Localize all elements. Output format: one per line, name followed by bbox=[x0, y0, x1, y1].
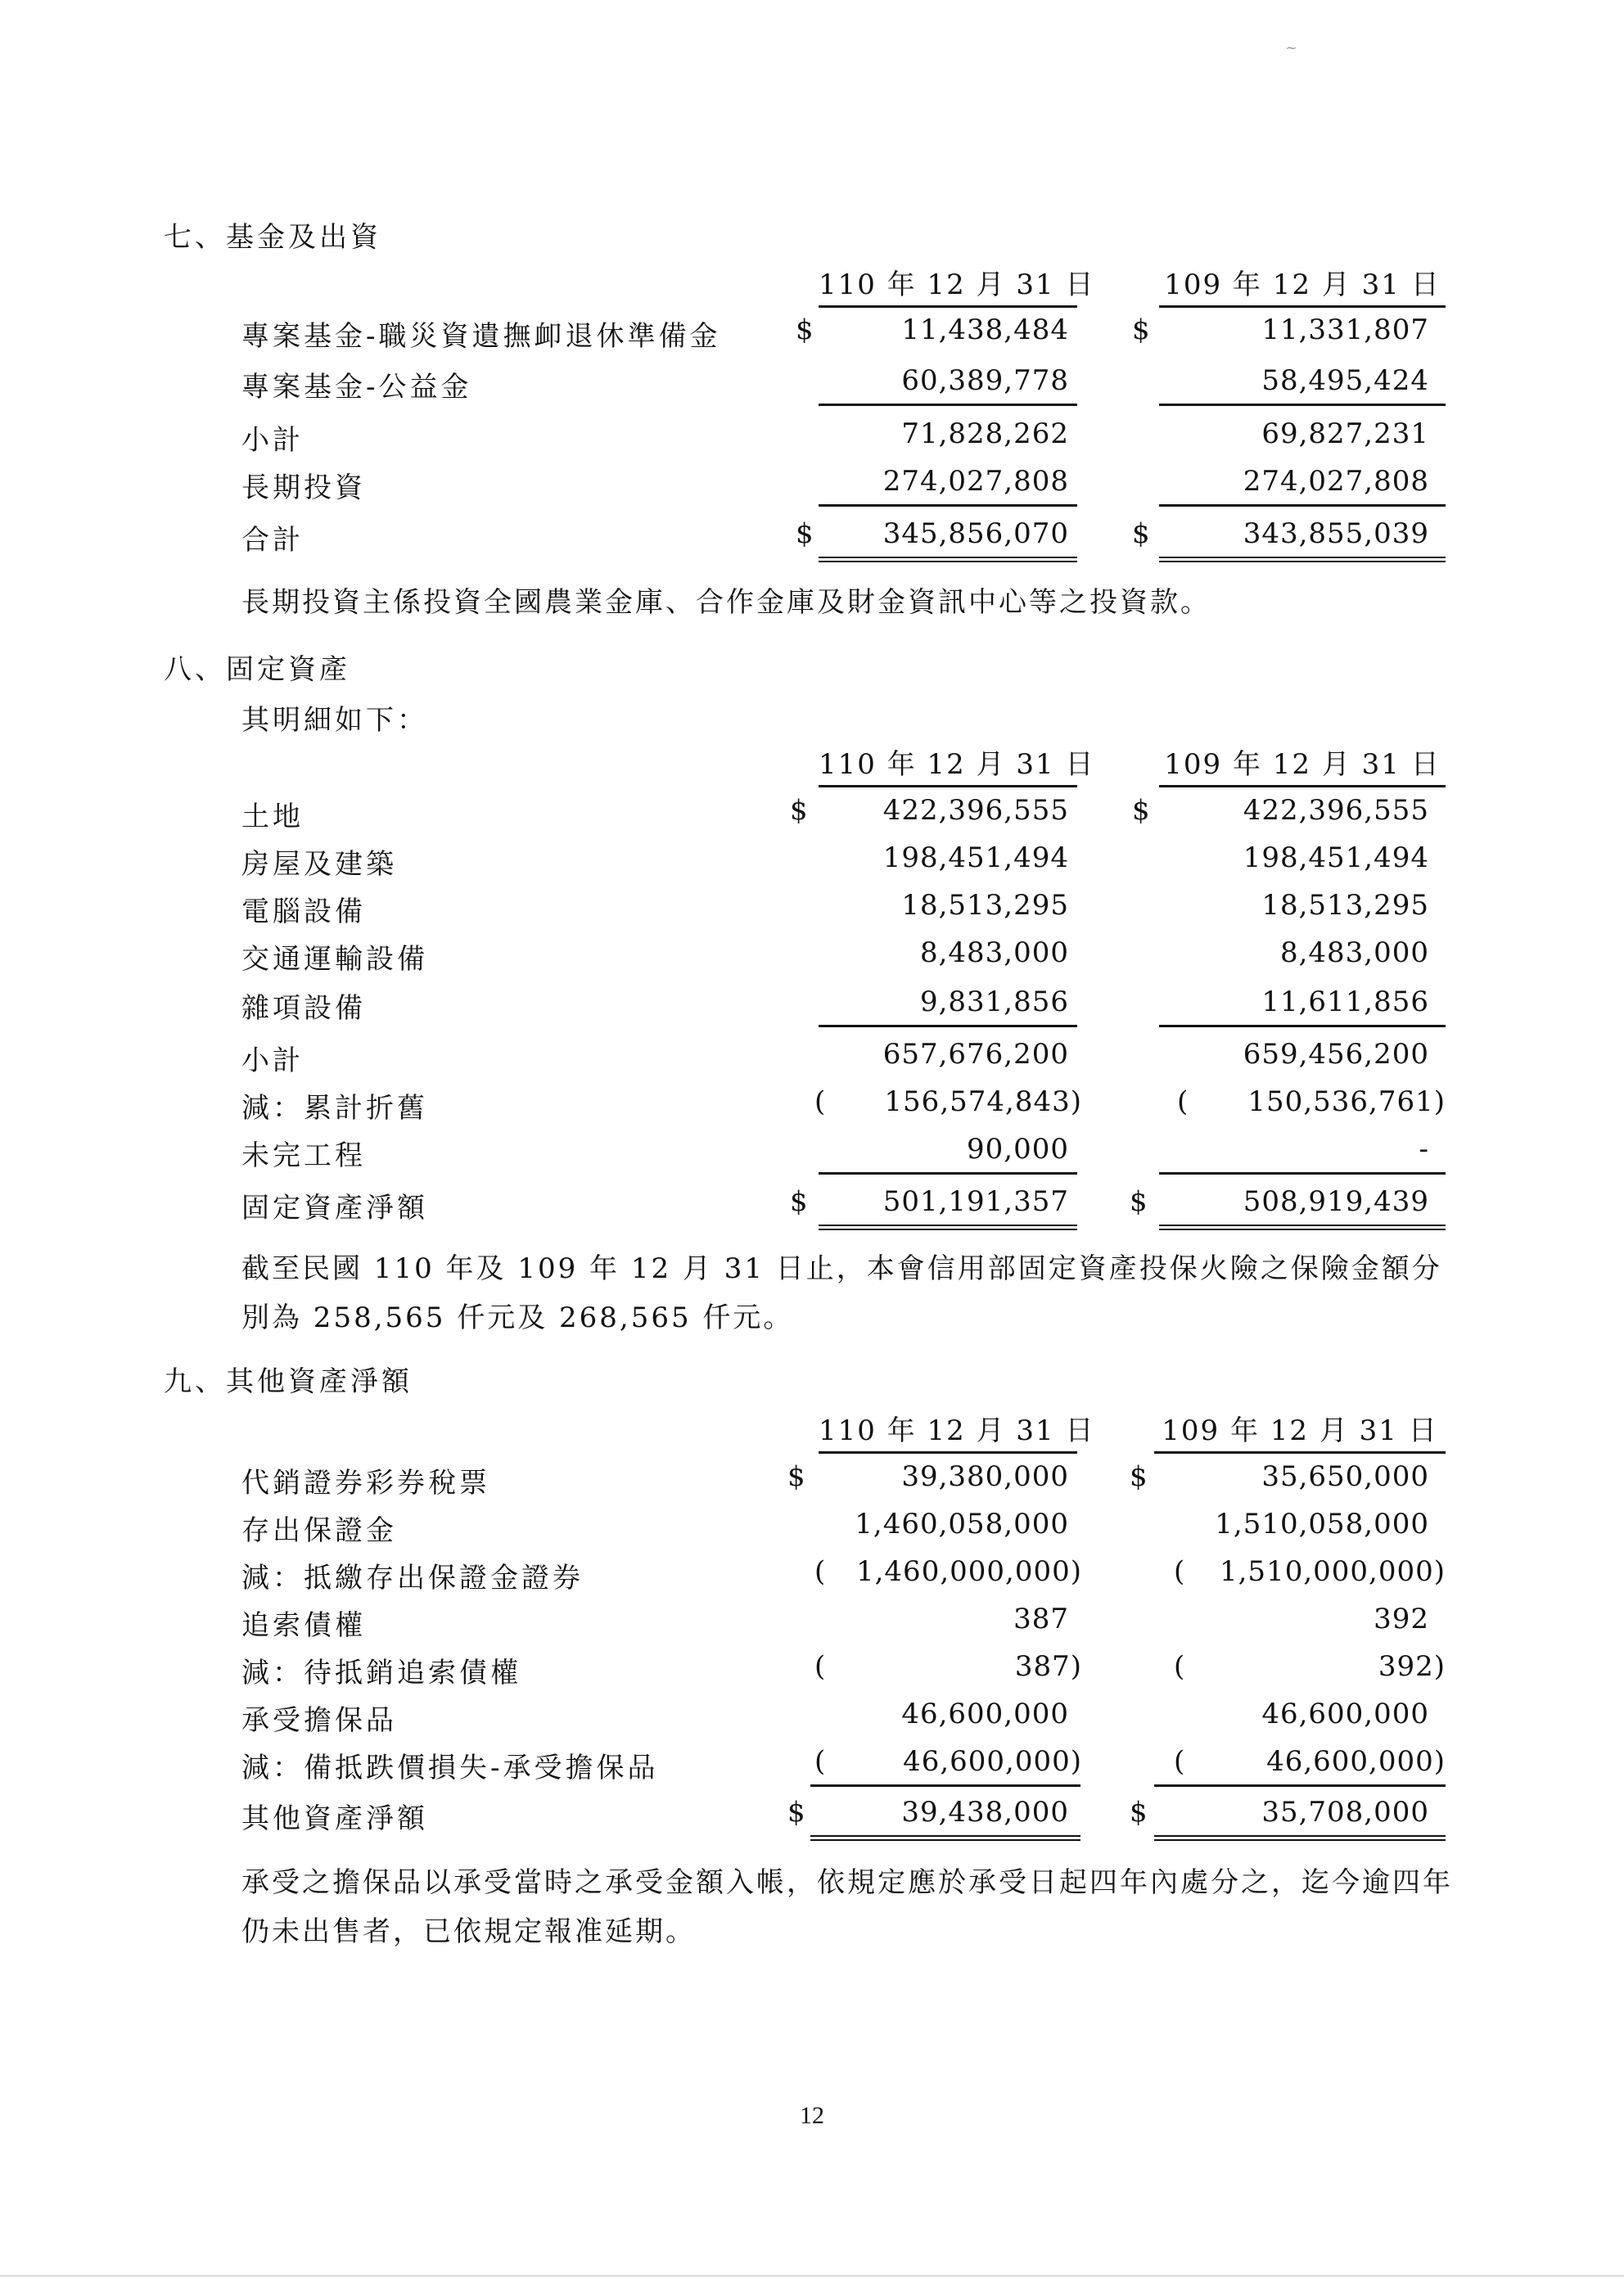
open-paren: ( bbox=[1174, 1745, 1185, 1778]
open-paren: ( bbox=[1174, 1555, 1185, 1588]
table-row bbox=[0, 1179, 1624, 1226]
table-row bbox=[0, 979, 1624, 1026]
amount-109: 69,827,231 bbox=[1261, 417, 1429, 450]
amount-109: 392) bbox=[1378, 1650, 1446, 1683]
subtotal-rule bbox=[810, 1784, 1080, 1787]
amount-110: 422,396,555 bbox=[882, 794, 1069, 827]
table-row bbox=[0, 1126, 1624, 1174]
row-label: 土地 bbox=[241, 801, 304, 833]
open-paren: ( bbox=[1177, 1085, 1189, 1118]
amount-109: 58,495,424 bbox=[1261, 364, 1429, 397]
table-row bbox=[0, 1079, 1624, 1126]
dollar-sign: $ bbox=[790, 1185, 808, 1218]
amount-110: 39,438,000 bbox=[901, 1796, 1069, 1829]
table-row bbox=[0, 1596, 1624, 1644]
open-paren: ( bbox=[814, 1745, 826, 1778]
subtotal-rule bbox=[1159, 404, 1446, 406]
amount-110: 1,460,058,000 bbox=[855, 1508, 1069, 1540]
amount-110: 657,676,200 bbox=[882, 1038, 1069, 1071]
amount-110: 156,574,843) bbox=[884, 1085, 1082, 1118]
amount-109: 659,456,200 bbox=[1243, 1038, 1429, 1071]
dollar-sign: $ bbox=[1130, 1185, 1148, 1218]
row-label: 雜項設備 bbox=[241, 992, 366, 1025]
subtotal-rule bbox=[819, 1025, 1077, 1027]
row-label: 未完工程 bbox=[241, 1139, 366, 1172]
section-title: 八、固定資產 bbox=[164, 653, 350, 686]
amount-110: 345,856,070 bbox=[882, 517, 1069, 550]
dollar-sign: $ bbox=[1132, 794, 1150, 827]
note-paragraph: 長期投資主係投資全國農業金庫、合作金庫及財金資訊中心等之投資款。 bbox=[241, 586, 1211, 619]
table-row bbox=[0, 358, 1624, 405]
amount-109: 274,027,808 bbox=[1243, 465, 1429, 498]
row-label: 其他資產淨額 bbox=[241, 1802, 428, 1835]
dollar-sign: $ bbox=[787, 1460, 805, 1493]
row-label: 存出保證金 bbox=[241, 1514, 397, 1547]
amount-109: 508,919,439 bbox=[1243, 1185, 1429, 1218]
dollar-sign: $ bbox=[1130, 1796, 1148, 1829]
amount-110: 46,600,000 bbox=[901, 1698, 1069, 1730]
row-label: 減：備抵跌價損失-承受擔保品 bbox=[241, 1752, 659, 1784]
amount-110: 1,460,000,000) bbox=[855, 1555, 1082, 1588]
amount-110: 387) bbox=[1014, 1650, 1082, 1683]
table-row bbox=[0, 930, 1624, 977]
amount-109: 35,650,000 bbox=[1261, 1460, 1429, 1493]
amount-110: 46,600,000) bbox=[903, 1745, 1082, 1778]
dollar-sign: $ bbox=[1130, 1460, 1148, 1493]
row-label: 專案基金-公益金 bbox=[241, 371, 472, 404]
subtotal-rule bbox=[1159, 504, 1446, 507]
column-header-109: 109 年 12 月 31 日 bbox=[1159, 742, 1446, 787]
table-row bbox=[0, 1691, 1624, 1739]
amount-110: 11,438,484 bbox=[901, 314, 1069, 346]
amount-109: - bbox=[1419, 1133, 1429, 1166]
total-double-rule bbox=[1159, 1225, 1446, 1230]
table-row bbox=[0, 1789, 1624, 1837]
amount-109: 46,600,000) bbox=[1266, 1745, 1446, 1778]
table-row bbox=[0, 1031, 1624, 1079]
column-header-110: 110 年 12 月 31 日 bbox=[819, 742, 1077, 787]
total-double-rule bbox=[810, 1835, 1080, 1841]
amount-109: 1,510,058,000 bbox=[1215, 1508, 1429, 1540]
amount-110: 8,483,000 bbox=[919, 936, 1069, 969]
table-row bbox=[0, 511, 1624, 558]
amount-110: 198,451,494 bbox=[882, 841, 1069, 874]
amount-109: 392 bbox=[1374, 1603, 1429, 1635]
table-row bbox=[0, 835, 1624, 882]
row-label: 減：累計折舊 bbox=[241, 1092, 428, 1125]
open-paren: ( bbox=[814, 1085, 826, 1118]
table-row bbox=[0, 307, 1624, 354]
total-double-rule bbox=[819, 1225, 1077, 1230]
row-label: 小計 bbox=[241, 424, 304, 457]
table-row bbox=[0, 882, 1624, 930]
note-paragraph: 承受之擔保品以承受當時之承受金額入帳，依規定應於承受日起四年內處分之，迄今逾四年仍未出售者，已依規定報准延期。 bbox=[241, 1866, 1453, 1948]
subtotal-rule bbox=[819, 1172, 1077, 1175]
row-label: 長期投資 bbox=[241, 471, 366, 504]
column-header-109: 109 年 12 月 31 日 bbox=[1159, 262, 1446, 308]
row-label: 專案基金-職災資遺撫卹退休準備金 bbox=[241, 320, 721, 353]
dollar-sign: $ bbox=[1132, 314, 1150, 346]
amount-110: 501,191,357 bbox=[882, 1185, 1069, 1218]
corner-mark: ~ bbox=[1285, 39, 1298, 56]
amount-110: 71,828,262 bbox=[901, 417, 1069, 450]
row-label: 代銷證券彩券稅票 bbox=[241, 1467, 490, 1500]
section-title: 七、基金及出資 bbox=[164, 221, 381, 254]
amount-109: 46,600,000 bbox=[1261, 1698, 1429, 1730]
dollar-sign: $ bbox=[1132, 517, 1150, 550]
table-row bbox=[0, 1501, 1624, 1549]
column-header-110: 110 年 12 月 31 日 bbox=[819, 1408, 1077, 1454]
column-header-110: 110 年 12 月 31 日 bbox=[819, 262, 1077, 308]
dollar-sign: $ bbox=[796, 517, 814, 550]
row-label: 電腦設備 bbox=[241, 895, 366, 928]
amount-109: 198,451,494 bbox=[1243, 841, 1429, 874]
section-title: 九、其他資產淨額 bbox=[164, 1365, 413, 1398]
table-row bbox=[0, 1454, 1624, 1501]
dollar-sign: $ bbox=[796, 314, 814, 346]
note-paragraph: 截至民國 110 年及 109 年 12 月 31 日止，本會信用部固定資產投保火險之保險金額分別為 258,565 仟元及 268,565 仟元。 bbox=[241, 1252, 1442, 1334]
row-label: 追索債權 bbox=[241, 1609, 366, 1642]
table-row bbox=[0, 1739, 1624, 1786]
amount-109: 35,708,000 bbox=[1261, 1796, 1429, 1829]
amount-109: 8,483,000 bbox=[1279, 936, 1429, 969]
amount-109: 1,510,000,000) bbox=[1219, 1555, 1446, 1588]
total-double-rule bbox=[1159, 557, 1446, 562]
open-paren: ( bbox=[814, 1650, 826, 1683]
subtotal-rule bbox=[819, 504, 1077, 507]
dollar-sign: $ bbox=[787, 1796, 805, 1829]
row-label: 合計 bbox=[241, 524, 304, 557]
subtotal-rule bbox=[1159, 1025, 1446, 1027]
amount-109: 11,611,856 bbox=[1261, 986, 1429, 1018]
row-label: 承受擔保品 bbox=[241, 1704, 397, 1737]
open-paren: ( bbox=[814, 1555, 826, 1588]
row-label: 減：待抵銷追索債權 bbox=[241, 1657, 521, 1689]
table-row bbox=[0, 787, 1624, 835]
row-label: 固定資產淨額 bbox=[241, 1192, 428, 1225]
amount-110: 39,380,000 bbox=[901, 1460, 1069, 1493]
total-double-rule bbox=[819, 557, 1077, 562]
amount-110: 60,389,778 bbox=[901, 364, 1069, 397]
amount-110: 387 bbox=[1013, 1603, 1069, 1635]
dollar-sign: $ bbox=[790, 794, 808, 827]
subtotal-rule bbox=[819, 404, 1077, 406]
table-row bbox=[0, 1549, 1624, 1596]
subtotal-rule bbox=[1154, 1784, 1446, 1787]
amount-110: 274,027,808 bbox=[882, 465, 1069, 498]
column-header-109: 109 年 12 月 31 日 bbox=[1154, 1408, 1446, 1454]
row-label: 減：抵繳存出保證金證券 bbox=[241, 1562, 584, 1595]
amount-110: 90,000 bbox=[967, 1133, 1069, 1166]
amount-110: 18,513,295 bbox=[901, 889, 1069, 922]
page-number: 12 bbox=[800, 2102, 824, 2129]
table-row bbox=[0, 411, 1624, 458]
intro-text: 其明細如下： bbox=[241, 704, 428, 737]
amount-109: 150,536,761) bbox=[1247, 1085, 1446, 1118]
table-row bbox=[0, 1644, 1624, 1691]
row-label: 小計 bbox=[241, 1044, 304, 1077]
row-label: 交通運輸設備 bbox=[241, 943, 428, 976]
amount-109: 11,331,807 bbox=[1261, 314, 1429, 346]
row-label: 房屋及建築 bbox=[241, 848, 397, 881]
amount-110: 9,831,856 bbox=[919, 986, 1069, 1018]
open-paren: ( bbox=[1174, 1650, 1185, 1683]
amount-109: 18,513,295 bbox=[1261, 889, 1429, 922]
table-row bbox=[0, 458, 1624, 506]
amount-109: 343,855,039 bbox=[1243, 517, 1429, 550]
total-double-rule bbox=[1154, 1835, 1446, 1841]
subtotal-rule bbox=[1159, 1172, 1446, 1175]
amount-109: 422,396,555 bbox=[1243, 794, 1429, 827]
